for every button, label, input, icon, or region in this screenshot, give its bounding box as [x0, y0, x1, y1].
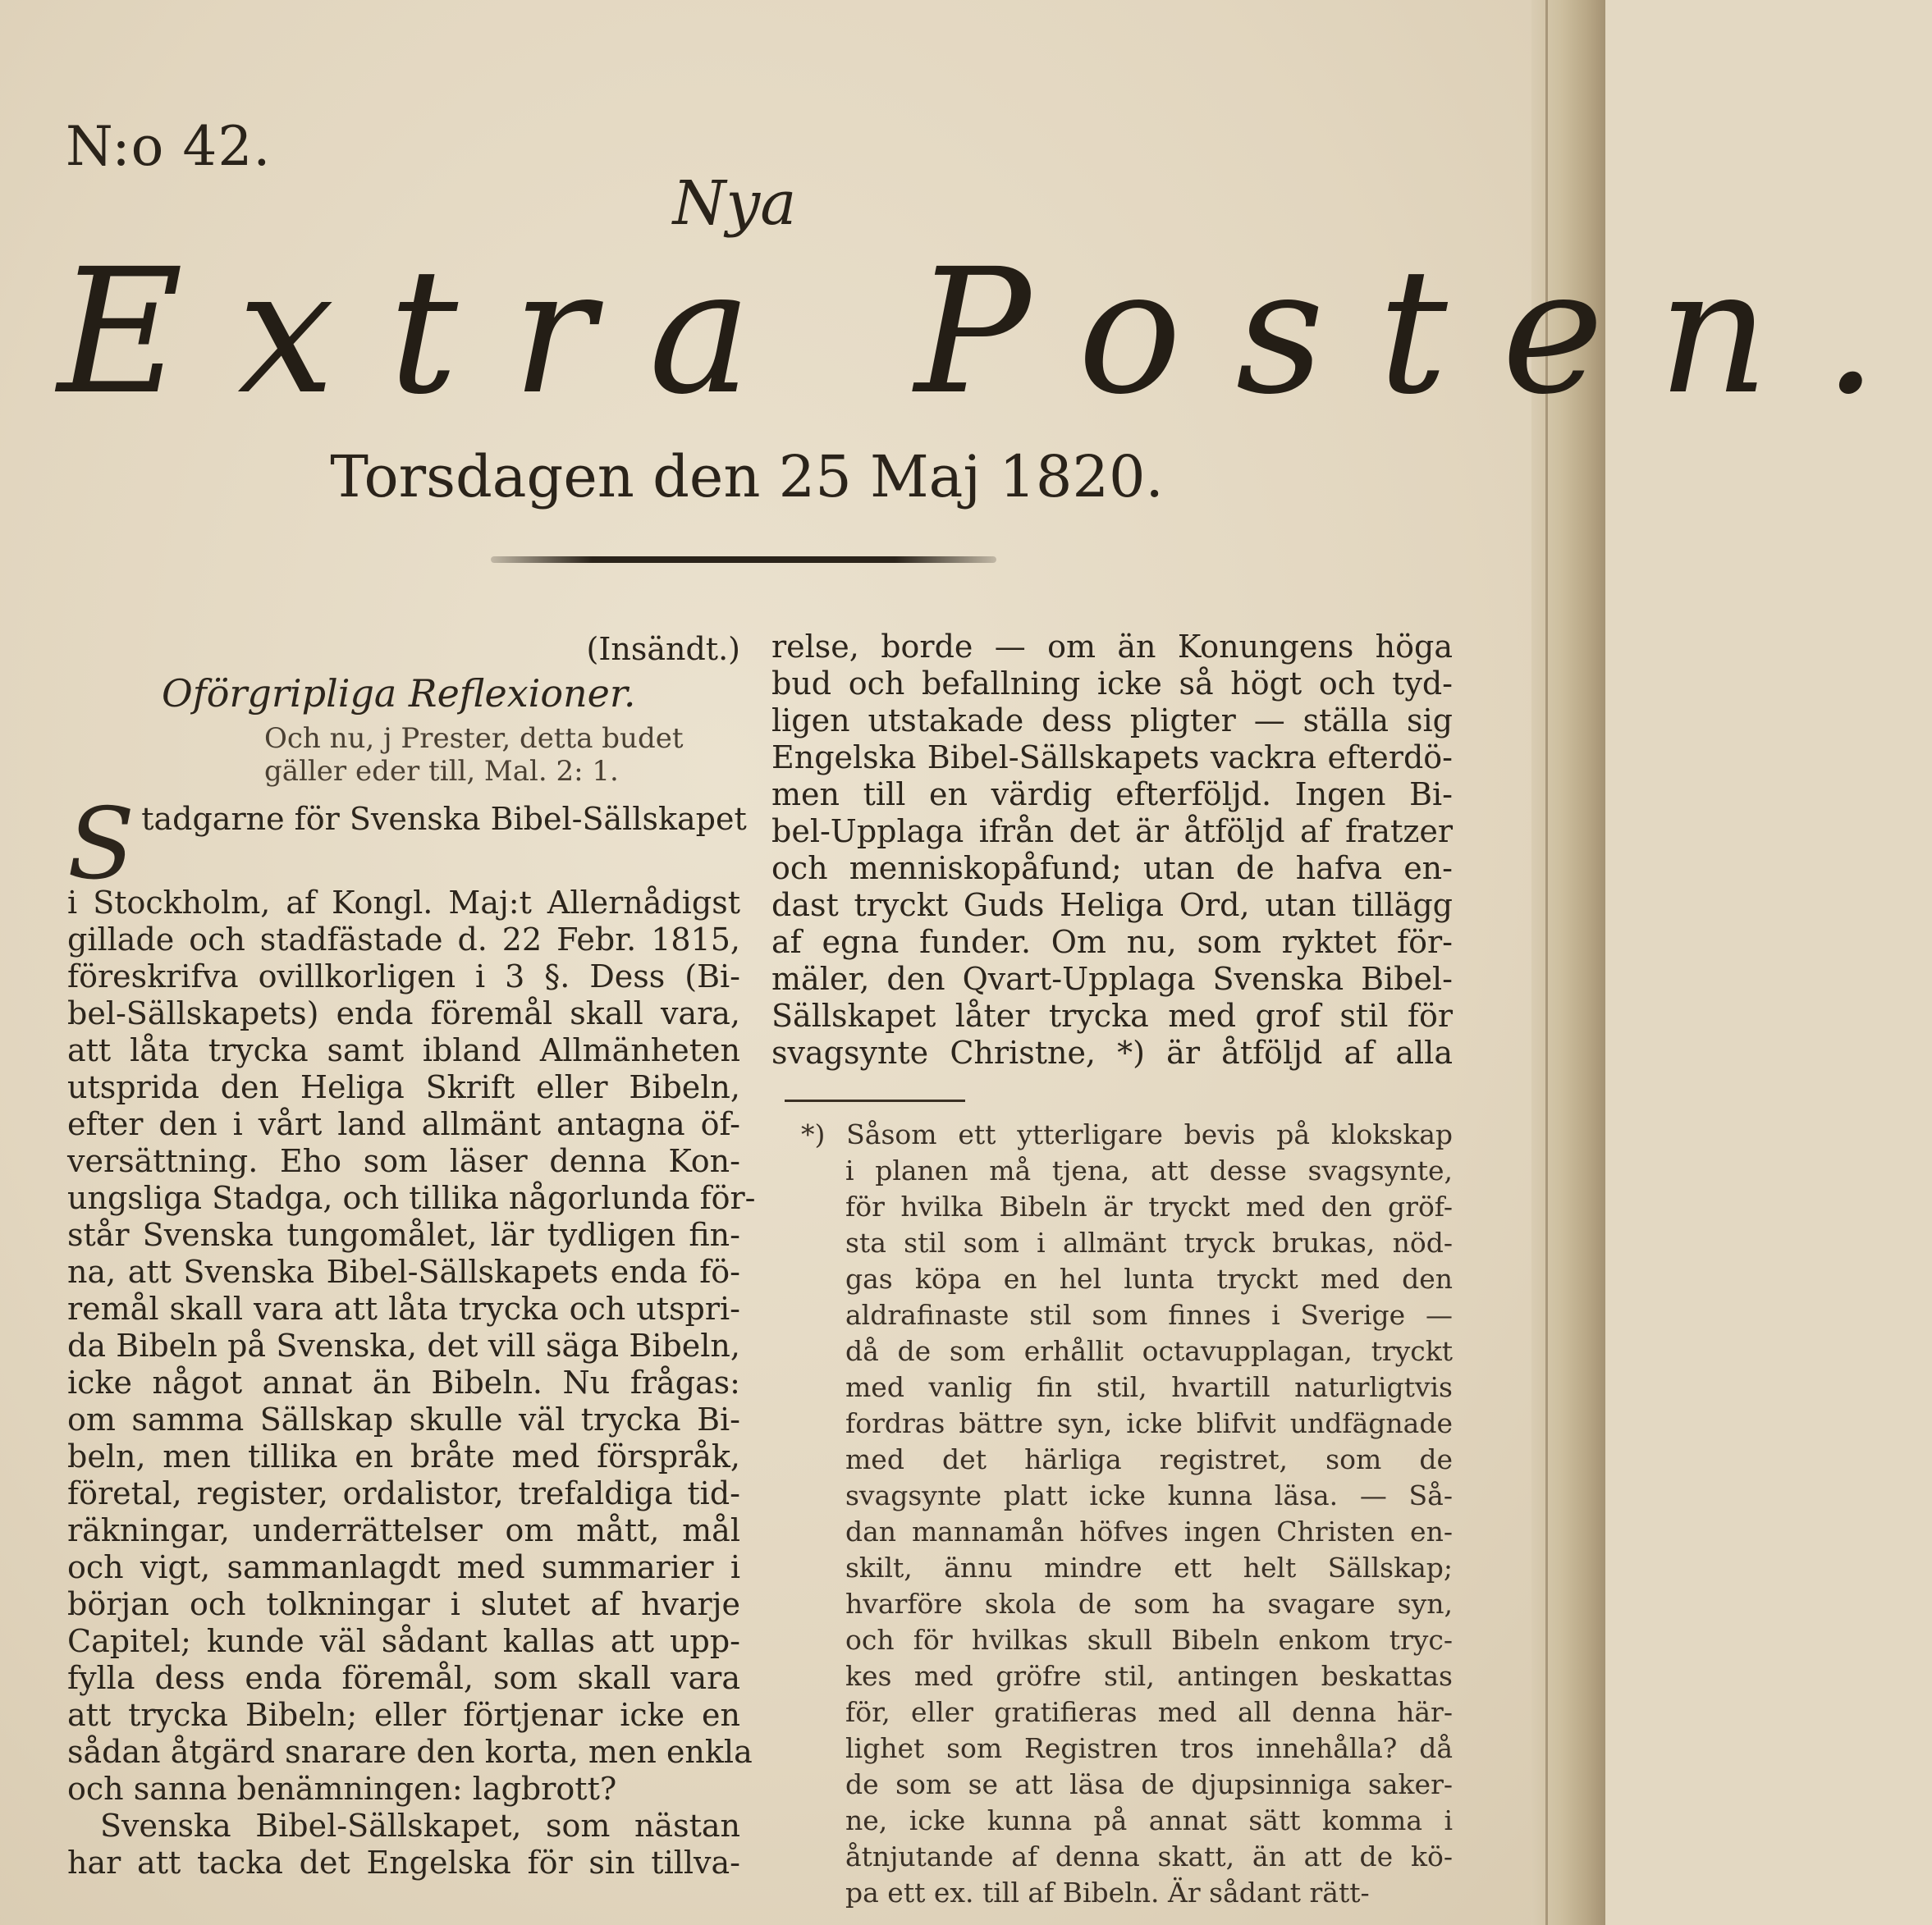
header-rule: [491, 556, 996, 563]
footnote-rule: [785, 1100, 965, 1102]
right-column-text: [771, 629, 1453, 1072]
sender-note: (Insändt.): [586, 631, 740, 667]
text-line: i Stockholm, af Kongl. Maj:t Allernådigst: [67, 885, 740, 921]
text-line: Sällskapet låter trycka med grof stil för: [771, 998, 1453, 1034]
text-line: icke något annat än Bibeln. Nu frågas:: [67, 1365, 740, 1401]
text-line: har att tacka det Engelska för sin tillva-: [67, 1845, 740, 1881]
text-line: och sanna benämningen: lagbrott?: [67, 1771, 617, 1807]
text-line: att trycka Bibeln; eller förtjenar icke en: [67, 1697, 740, 1733]
footnote-line: kes med gröfre stil, antingen beskattas: [845, 1660, 1453, 1692]
text-line: versättning. Eho som läser denna Kon-: [67, 1143, 740, 1179]
footnote-line: med vanlig fin stil, hvartill naturligtvis: [845, 1371, 1453, 1403]
masthead-prefix: Nya: [672, 168, 797, 239]
text-line: föreskrifva ovillkorligen i 3 §. Dess (Bi-: [67, 958, 740, 995]
article-title: Oförgripliga Reflexioner.: [162, 671, 636, 716]
footnote-line: dan mannamån höfves ingen Christen en-: [845, 1516, 1453, 1548]
footnote-line: ne, icke kunna på annat sätt komma i: [845, 1804, 1453, 1836]
text-line: Engelska Bibel-Sällskapets vackra efterdö-: [771, 739, 1453, 775]
text-line: bel-Sällskapets) enda föremål skall vara,: [67, 995, 740, 1031]
text-line: räkningar, underrättelser om mått, mål: [67, 1512, 740, 1548]
text-line: af egna funder. Om nu, som ryktet för-: [771, 924, 1453, 960]
footnote-line: och för hvilkas skull Bibeln enkom tryc-: [845, 1624, 1453, 1656]
epigraph: [67, 722, 740, 801]
epigraph-line: Och nu, j Prester, detta budet: [264, 722, 684, 755]
text-line: gillade och stadfästade d. 22 Febr. 1815,: [67, 921, 740, 958]
footnote-line: då de som erhållit octavupplagan, tryckt: [845, 1335, 1453, 1367]
masthead-title: Extra Posten.: [57, 231, 1932, 432]
text-line: mäler, den Qvart-Upplaga Svenska Bibel-: [771, 961, 1453, 997]
text-line: ligen utstakade dess pligter — ställa sig: [771, 702, 1453, 738]
text-line: na, att Svenska Bibel-Sällskapets enda fö-: [67, 1254, 740, 1290]
footnote-line: fordras bättre syn, icke blifvit undfägnade: [845, 1407, 1453, 1439]
drop-cap: S: [67, 788, 135, 902]
footnote-line: sta stil som i allmänt tryck brukas, nöd-: [845, 1227, 1453, 1259]
text-line: utsprida den Heliga Skrift eller Bibeln,: [67, 1069, 740, 1105]
text-line: Svenska Bibel-Sällskapet, som nästan: [100, 1808, 740, 1844]
text-line: ungsliga Stadga, och tillika någorlunda för-: [67, 1180, 756, 1216]
text-line: efter den i vårt land allmänt antagna öf-: [67, 1106, 740, 1142]
footnote: [771, 1117, 1453, 1911]
footnote-line: för hvilka Bibeln är tryckt med den gröf-: [845, 1191, 1453, 1223]
footnote-line: för, eller gratifieras med all denna här-: [845, 1696, 1453, 1728]
footnote-line: gas köpa en hel lunta tryckt med den: [845, 1263, 1453, 1295]
epigraph-line: gäller eder till, Mal. 2: 1.: [264, 755, 619, 788]
text-line: om samma Sällskap skulle väl trycka Bi-: [67, 1401, 740, 1438]
text-line: dast tryckt Guds Heliga Ord, utan tillägg: [771, 887, 1453, 923]
text-line: beln, men tillika en bråte med förspråk,: [67, 1438, 740, 1475]
text-line: företal, register, ordalistor, trefaldiga tid-: [67, 1475, 740, 1511]
text-line: början och tolkningar i slutet af hvarje: [67, 1586, 740, 1622]
issue-number: N:o 42.: [66, 115, 272, 178]
footnote-line: aldrafinaste stil som finnes i Sverige —: [845, 1299, 1453, 1331]
footnote-line: skilt, ännu mindre ett helt Sällskap;: [845, 1552, 1453, 1584]
text-line: bud och befallning icke så högt och tyd-: [771, 665, 1453, 702]
footnote-line: pa ett ex. till af Bibeln. Är sådant rätt-: [845, 1877, 1370, 1909]
issue-date: Torsdagen den 25 Maj 1820.: [330, 443, 1164, 510]
left-column-text: [67, 788, 756, 1882]
footnote-line: åtnjutande af denna skatt, än att de kö-: [845, 1840, 1453, 1872]
left-column: [67, 629, 756, 1882]
text-line: och menniskopåfund; utan de hafva en-: [771, 850, 1453, 886]
text-line: men till en värdig efterföljd. Ingen Bi-: [771, 776, 1453, 812]
text-line: fylla dess enda föremål, som skall vara: [67, 1660, 740, 1696]
text-line: remål skall vara att låta trycka och utspri-: [67, 1291, 740, 1327]
text-line: bel-Upplaga ifrån det är åtföljd af fratzer: [771, 813, 1453, 849]
footnote-line: de som se att läsa de djupsinniga saker-: [845, 1768, 1453, 1800]
text-line: att låta trycka samt ibland Allmänheten: [67, 1032, 740, 1068]
footnote-line: *) Såsom ett ytterligare bevis på klokskap: [801, 1118, 1453, 1150]
footnote-line: med det härliga registret, som de: [845, 1443, 1453, 1475]
text-line: relse, borde — om än Konungens höga: [771, 629, 1453, 665]
text-line: tadgarne för Svenska Bibel-Sällskapet: [141, 801, 747, 837]
right-column: [771, 629, 1453, 1911]
text-line: står Svenska tungomålet, lär tydligen fin-: [67, 1217, 740, 1253]
text-line: och vigt, sammanlagdt med summarier i: [67, 1549, 740, 1585]
footnote-line: svagsynte platt icke kunna läsa. — Så-: [845, 1479, 1453, 1511]
footnote-line: hvarföre skola de som ha svagare syn,: [845, 1588, 1453, 1620]
text-line: Capitel; kunde väl sådant kallas att upp-: [67, 1623, 740, 1659]
text-line: sådan åtgärd snarare den korta, men enkla: [67, 1734, 753, 1770]
footnote-line: lighet som Registren tros innehålla? då: [845, 1732, 1453, 1764]
footnote-line: i planen må tjena, att desse svagsynte,: [845, 1155, 1453, 1187]
text-line: svagsynte Christne, *) är åtföljd af alla: [771, 1035, 1453, 1071]
text-line: da Bibeln på Svenska, det vill säga Bibeln,: [67, 1328, 740, 1364]
